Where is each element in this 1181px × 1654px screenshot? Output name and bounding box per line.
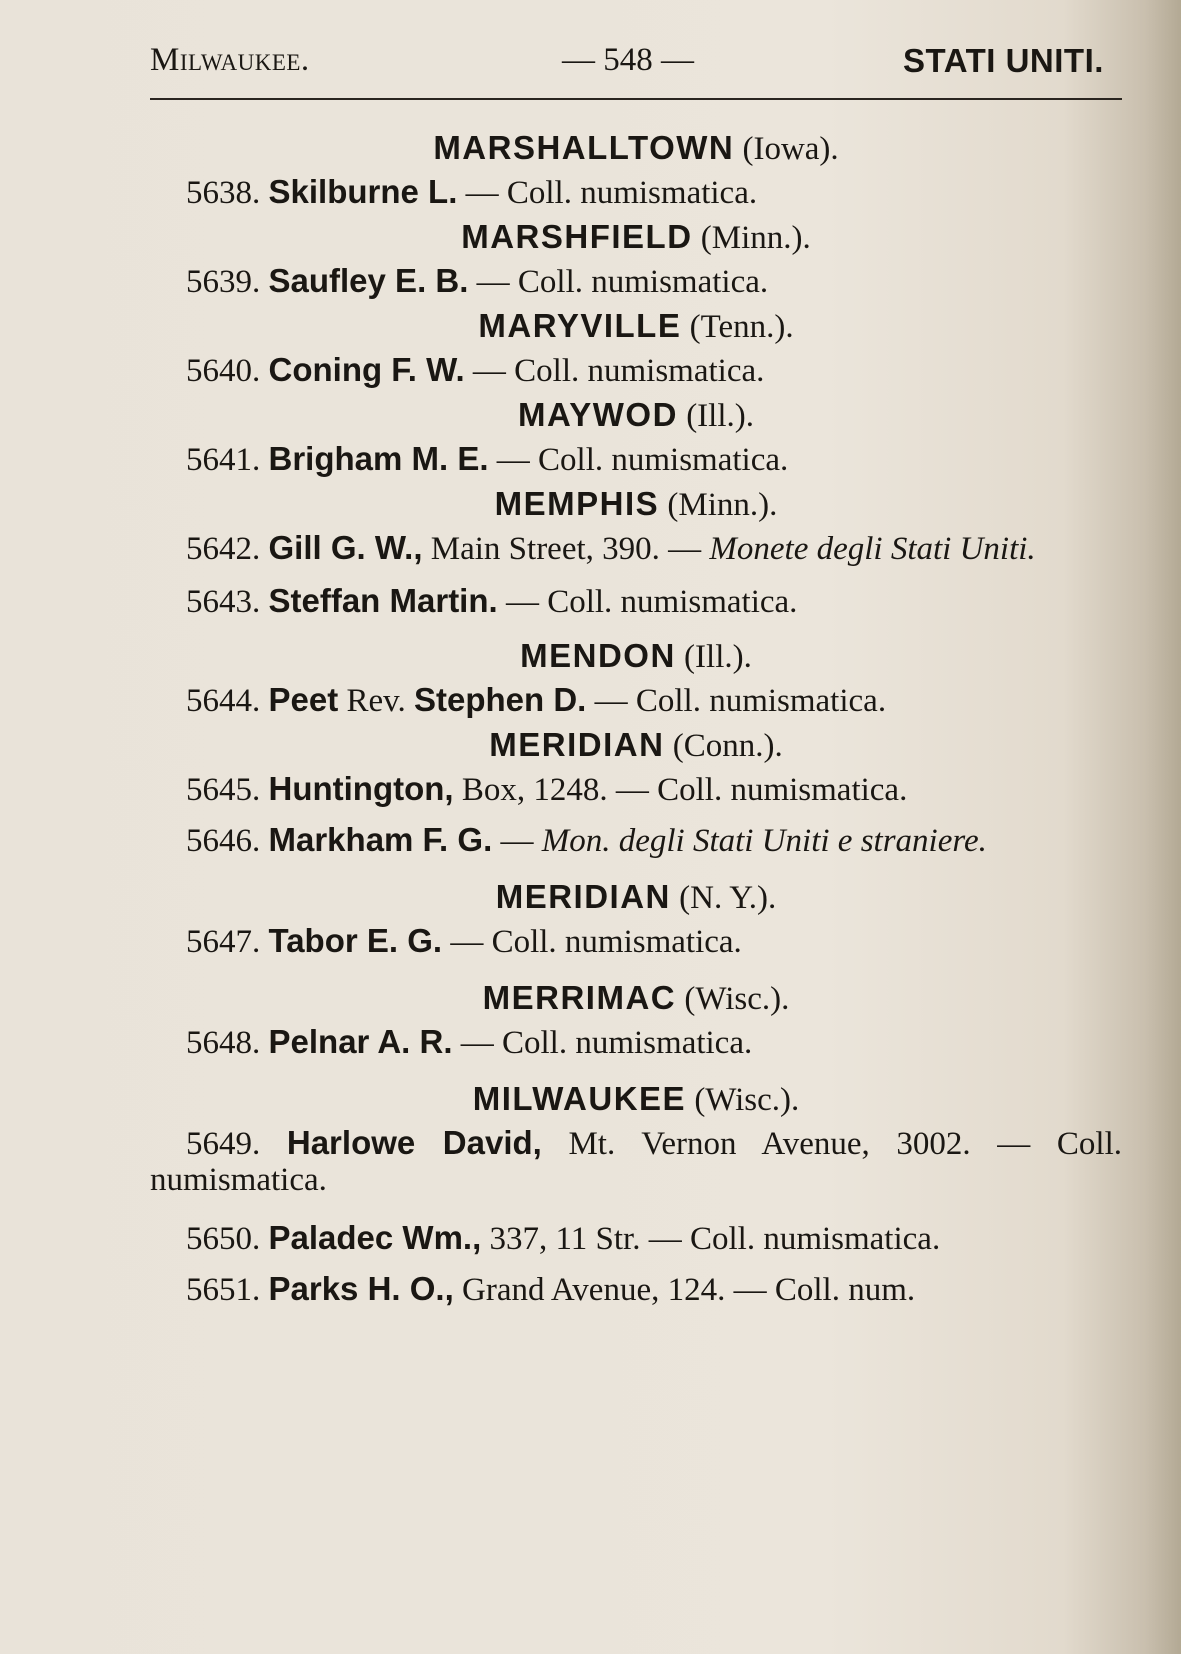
state-abbr: (Conn.).	[664, 728, 783, 764]
directory-entry	[150, 530, 1122, 567]
entry-number: 5643.	[186, 584, 269, 620]
running-head-right: STATI UNITI.	[903, 42, 1104, 79]
city-heading	[150, 304, 1122, 348]
directory-entry	[150, 174, 1122, 211]
collection-description: Coll. numismatica.	[491, 924, 742, 960]
city-name: MARYVILLE	[478, 307, 682, 344]
directory-entry	[150, 352, 1122, 389]
collector-name: Skilburne L.	[268, 173, 458, 210]
collection-description: Coll. numismatica.	[538, 442, 789, 478]
separator: —	[457, 175, 507, 211]
directory-listing	[150, 126, 1122, 1308]
address: Mt. Vernon Avenue, 3002.	[541, 1126, 971, 1162]
separator: —	[452, 1025, 502, 1061]
state-abbr: (Tenn.).	[681, 309, 794, 345]
collector-name-cont: Stephen D.	[413, 681, 587, 718]
entry-number: 5644.	[186, 683, 269, 719]
entry-number: 5641.	[186, 442, 269, 478]
entry-number: 5642.	[186, 531, 269, 567]
collection-description: Coll. numismatica.	[689, 1221, 941, 1257]
collection-description: Monete degli Stati Uniti.	[709, 531, 1036, 567]
address: Grand Avenue, 124.	[453, 1272, 726, 1308]
entry-number: 5646.	[186, 823, 269, 859]
city-name: MEMPHIS	[494, 485, 660, 522]
collection-description: Coll. numismatica.	[502, 1025, 753, 1061]
separator: —	[464, 353, 515, 389]
city-heading	[150, 126, 1122, 170]
directory-entry	[150, 1271, 1122, 1308]
separator: —	[488, 442, 539, 478]
separator: —	[970, 1126, 1057, 1162]
directory-entry	[150, 263, 1122, 300]
collector-name: Pelnar A. R.	[268, 1023, 453, 1060]
page-number: — 548 —	[562, 42, 694, 78]
state-abbr: (Wisc.).	[686, 1082, 800, 1118]
collection-description: Coll. numismatica.	[514, 353, 765, 389]
directory-entry	[150, 1220, 1122, 1257]
directory-entry	[150, 682, 1122, 719]
separator: —	[607, 772, 658, 808]
city-name: MERIDIAN	[495, 878, 671, 915]
address: Rev.	[338, 683, 414, 719]
city-heading	[150, 215, 1122, 259]
entry-number: 5648.	[186, 1025, 269, 1061]
state-abbr: (Iowa).	[734, 131, 839, 167]
collector-name: Peet	[268, 681, 339, 718]
collection-description: Coll. numismatica.	[657, 772, 908, 808]
collector-name: Coning F. W.	[268, 351, 465, 388]
separator: —	[442, 924, 492, 960]
entry-number: 5649.	[186, 1126, 287, 1162]
collector-name: Parks H. O.,	[268, 1270, 454, 1307]
state-abbr: (Minn.).	[659, 487, 778, 523]
separator: —	[725, 1272, 775, 1308]
collection-description: Coll. numismatica.	[547, 584, 798, 620]
state-abbr: (N. Y.).	[670, 880, 777, 916]
entry-number: 5647.	[186, 924, 269, 960]
address: 337, 11 Str.	[481, 1221, 641, 1257]
collector-name: Paladec Wm.,	[268, 1219, 482, 1256]
collector-name: Harlowe David,	[286, 1124, 542, 1161]
state-abbr: (Ill.).	[675, 639, 752, 675]
collector-name: Steffan Martin.	[268, 582, 498, 619]
address: Main Street, 390.	[422, 531, 660, 567]
city-name: MARSHALLTOWN	[433, 129, 735, 166]
directory-entry	[150, 771, 1122, 808]
city-name: MENDON	[520, 637, 676, 674]
state-abbr: (Wisc.).	[676, 981, 790, 1017]
directory-entry	[150, 1125, 1122, 1198]
city-heading	[150, 1077, 1122, 1121]
collection-description: Coll. num.	[774, 1272, 916, 1308]
entry-number: 5638.	[186, 175, 269, 211]
city-heading	[150, 723, 1122, 767]
collection-description: Coll. numismatica.	[635, 683, 887, 719]
separator: —	[640, 1221, 690, 1257]
city-heading	[150, 393, 1122, 437]
city-heading	[150, 634, 1122, 678]
entry-number: 5640.	[186, 353, 269, 389]
separator: —	[497, 584, 548, 620]
collector-name: Markham F. G.	[268, 821, 493, 858]
collection-description: Mon. degli Stati Uniti e straniere.	[541, 823, 987, 859]
entry-number: 5651.	[186, 1272, 269, 1308]
address: Box, 1248.	[453, 772, 608, 808]
directory-entry	[150, 441, 1122, 478]
directory-entry	[150, 923, 1122, 960]
separator: —	[468, 264, 518, 300]
directory-entry	[150, 583, 1122, 620]
state-abbr: (Minn.).	[692, 220, 811, 256]
collector-name: Tabor E. G.	[268, 922, 443, 959]
collection-description: Coll. numismatica.	[150, 1126, 1123, 1198]
entry-number: 5639.	[186, 264, 269, 300]
city-name: MERRIMAC	[482, 979, 677, 1016]
collection-description: Coll. numismatica.	[517, 264, 769, 300]
entry-number: 5645.	[186, 772, 269, 808]
header-rule	[150, 98, 1122, 100]
directory-entry	[150, 1024, 1122, 1061]
entry-number: 5650.	[186, 1221, 269, 1257]
separator: —	[659, 531, 710, 567]
directory-entry	[150, 822, 1122, 859]
running-head-left: Milwaukee.	[150, 42, 310, 78]
city-name: MAYWOD	[517, 396, 678, 433]
state-abbr: (Ill.).	[677, 398, 754, 434]
city-heading	[150, 976, 1122, 1020]
collector-name: Gill G. W.,	[268, 529, 423, 566]
separator: —	[586, 683, 636, 719]
collector-name: Brigham M. E.	[268, 440, 489, 477]
collection-description: Coll. numismatica.	[506, 175, 758, 211]
separator: —	[492, 823, 542, 859]
city-heading	[150, 482, 1122, 526]
city-name: MERIDIAN	[489, 726, 665, 763]
collector-name: Saufley E. B.	[268, 262, 469, 299]
city-name: MILWAUKEE	[472, 1080, 687, 1117]
city-heading	[150, 875, 1122, 919]
collector-name: Huntington,	[268, 770, 454, 807]
city-name: MARSHFIELD	[461, 218, 693, 255]
